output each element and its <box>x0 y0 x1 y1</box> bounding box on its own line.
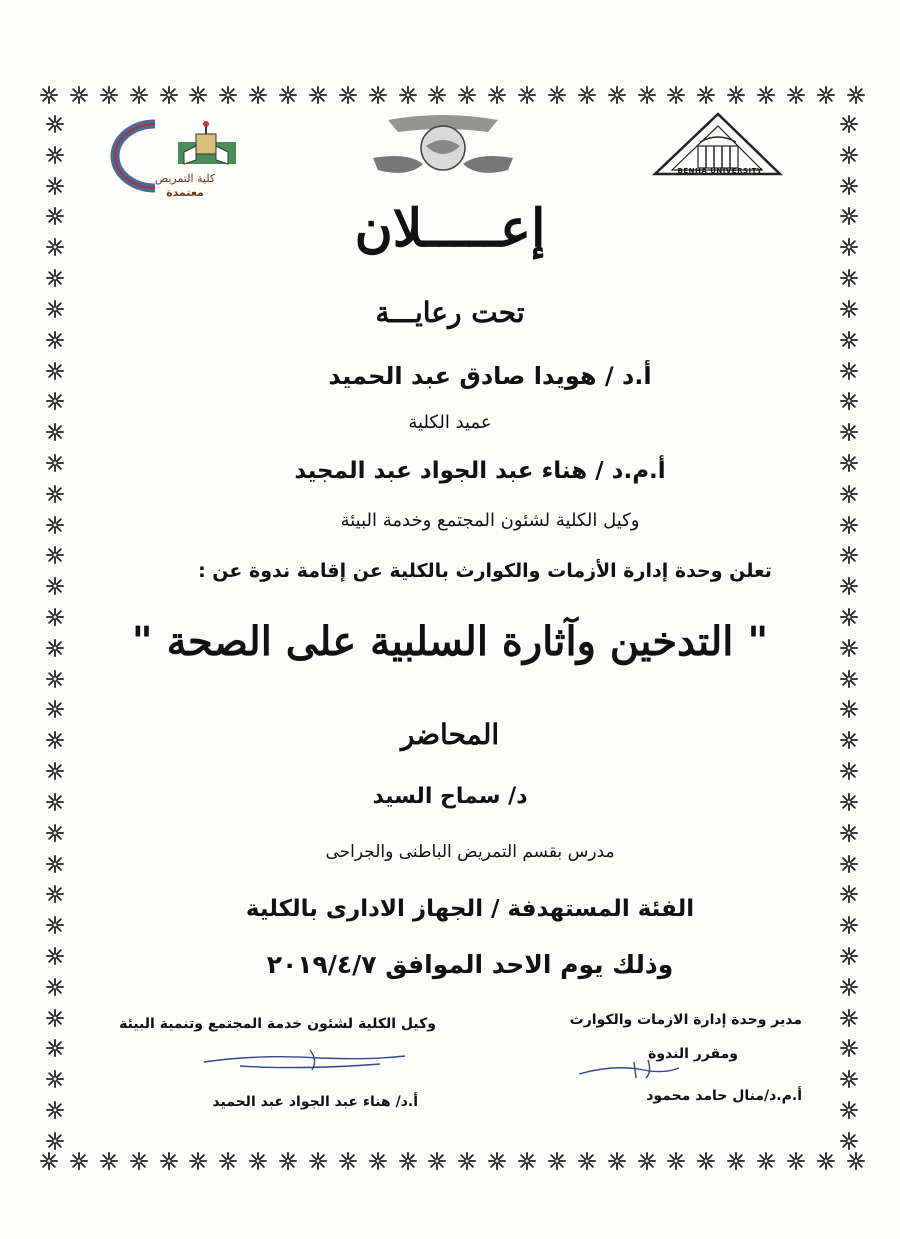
asterisk-star-icon <box>548 86 566 112</box>
asterisk-star-icon <box>787 1152 805 1178</box>
asterisk-star-icon <box>847 1152 865 1178</box>
asterisk-star-icon <box>46 670 72 688</box>
dean-name: أ.د / هويدا صادق عبد الحميد <box>328 362 652 390</box>
asterisk-star-icon <box>757 1152 775 1178</box>
asterisk-star-icon <box>847 86 865 112</box>
asterisk-star-icon <box>46 331 72 349</box>
asterisk-star-icon <box>100 86 118 112</box>
asterisk-star-icon <box>46 177 72 195</box>
date-line: وذلك يوم الاحد الموافق ٢٠١٩/٤/٧ <box>266 950 674 979</box>
asterisk-star-icon <box>840 269 866 287</box>
asterisk-star-icon <box>399 1152 417 1178</box>
asterisk-star-icon <box>488 86 506 112</box>
signer-right-role-2: ومقرر الندوة <box>648 1046 738 1062</box>
asterisk-star-icon <box>757 86 775 112</box>
asterisk-star-icon <box>399 86 417 112</box>
asterisk-star-icon <box>840 115 866 133</box>
asterisk-star-icon <box>46 115 72 133</box>
under-patronage-heading: تحت رعايـــة <box>375 296 525 329</box>
asterisk-star-icon <box>458 1152 476 1178</box>
asterisk-star-icon <box>46 269 72 287</box>
asterisk-star-icon <box>840 177 866 195</box>
target-group: الفئة المستهدفة / الجهاز الادارى بالكلية <box>245 896 695 922</box>
seminar-title: " التدخين وآثارة السلبية على الصحة " <box>131 618 769 665</box>
asterisk-star-icon <box>840 824 866 842</box>
asterisk-star-icon <box>608 86 626 112</box>
asterisk-star-icon <box>697 1152 715 1178</box>
asterisk-star-icon <box>840 331 866 349</box>
asterisk-star-icon <box>369 86 387 112</box>
nursing-logo-accredited: معتمدة <box>166 186 204 199</box>
announcement-line: تعلن وحدة إدارة الأزمات والكوارث بالكلية عن إقامة ندوة عن : <box>198 560 772 582</box>
asterisk-star-icon <box>46 762 72 780</box>
asterisk-star-icon <box>70 86 88 112</box>
asterisk-star-icon <box>40 86 58 112</box>
asterisk-star-icon <box>100 1152 118 1178</box>
asterisk-star-icon <box>189 1152 207 1178</box>
asterisk-star-icon <box>189 86 207 112</box>
asterisk-star-icon <box>548 1152 566 1178</box>
asterisk-star-icon <box>488 1152 506 1178</box>
asterisk-star-icon <box>840 146 866 164</box>
asterisk-star-icon <box>279 1152 297 1178</box>
asterisk-star-icon <box>339 86 357 112</box>
asterisk-star-icon <box>727 86 745 112</box>
lecturer-heading: المحاضر <box>400 718 500 751</box>
signature-left <box>200 1046 410 1074</box>
asterisk-star-icon <box>840 1132 866 1150</box>
asterisk-star-icon <box>249 86 267 112</box>
asterisk-star-icon <box>817 86 835 112</box>
signer-right-role: مدير وحدة إدارة الازمات والكوارث <box>569 1012 802 1028</box>
signature-right <box>574 1054 684 1084</box>
asterisk-star-icon <box>219 1152 237 1178</box>
border-top <box>40 86 865 112</box>
asterisk-star-icon <box>458 86 476 112</box>
asterisk-star-icon <box>46 1132 72 1150</box>
vice-dean-name: أ.م.د / هناء عبد الجواد عبد المجيد <box>294 458 666 484</box>
asterisk-star-icon <box>840 762 866 780</box>
lecturer-title: مدرس بقسم التمريض الباطنى والجراحى <box>325 842 615 862</box>
asterisk-star-icon <box>787 86 805 112</box>
crisis-unit-logo <box>368 112 518 184</box>
nursing-logo-caption: كلية التمريض <box>154 172 216 185</box>
asterisk-star-icon <box>428 1152 446 1178</box>
asterisk-star-icon <box>667 86 685 112</box>
asterisk-star-icon <box>279 86 297 112</box>
asterisk-star-icon <box>518 86 536 112</box>
asterisk-star-icon <box>309 86 327 112</box>
asterisk-star-icon <box>46 392 72 410</box>
asterisk-star-icon <box>40 1152 58 1178</box>
asterisk-star-icon <box>46 146 72 164</box>
asterisk-star-icon <box>46 485 72 503</box>
asterisk-star-icon <box>130 1152 148 1178</box>
asterisk-star-icon <box>46 1101 72 1119</box>
signer-left-name: أ.د/ هناء عبد الجواد عبد الحميد <box>212 1094 418 1110</box>
asterisk-star-icon <box>46 1070 72 1088</box>
asterisk-star-icon <box>840 1101 866 1119</box>
asterisk-star-icon <box>638 86 656 112</box>
benha-logo-caption: BENHA UNIVERSITY <box>677 167 763 175</box>
asterisk-star-icon <box>309 1152 327 1178</box>
border-bottom <box>40 1152 865 1178</box>
asterisk-star-icon <box>249 1152 267 1178</box>
asterisk-star-icon <box>160 1152 178 1178</box>
asterisk-star-icon <box>638 1152 656 1178</box>
asterisk-star-icon <box>46 1039 72 1057</box>
asterisk-star-icon <box>667 1152 685 1178</box>
asterisk-star-icon <box>840 485 866 503</box>
asterisk-star-icon <box>369 1152 387 1178</box>
page-title: إعـــــلان <box>354 198 546 259</box>
asterisk-star-icon <box>46 1009 72 1027</box>
asterisk-star-icon <box>840 700 866 718</box>
asterisk-star-icon <box>219 86 237 112</box>
asterisk-star-icon <box>578 86 596 112</box>
asterisk-star-icon <box>70 1152 88 1178</box>
asterisk-star-icon <box>840 670 866 688</box>
asterisk-star-icon <box>160 86 178 112</box>
asterisk-star-icon <box>840 1039 866 1057</box>
asterisk-star-icon <box>518 1152 536 1178</box>
asterisk-star-icon <box>840 978 866 996</box>
lecturer-name: د/ سماح السيد <box>372 784 528 809</box>
asterisk-star-icon <box>840 1070 866 1088</box>
signer-left-role: وكيل الكلية لشئون خدمة المجتمع وتنمية البيئة <box>119 1016 436 1032</box>
asterisk-star-icon <box>840 1009 866 1027</box>
asterisk-star-icon <box>130 86 148 112</box>
asterisk-star-icon <box>608 1152 626 1178</box>
vice-dean-title: وكيل الكلية لشئون المجتمع وخدمة البيئة <box>340 510 640 531</box>
dean-title: عميد الكلية <box>408 412 492 433</box>
signer-right-name: أ.م.د/منال حامد محمود <box>646 1088 802 1104</box>
asterisk-star-icon <box>46 824 72 842</box>
asterisk-star-icon <box>817 1152 835 1178</box>
asterisk-star-icon <box>697 86 715 112</box>
asterisk-star-icon <box>339 1152 357 1178</box>
asterisk-star-icon <box>578 1152 596 1178</box>
asterisk-star-icon <box>727 1152 745 1178</box>
asterisk-star-icon <box>46 700 72 718</box>
asterisk-star-icon <box>840 392 866 410</box>
asterisk-star-icon <box>428 86 446 112</box>
asterisk-star-icon <box>46 978 72 996</box>
